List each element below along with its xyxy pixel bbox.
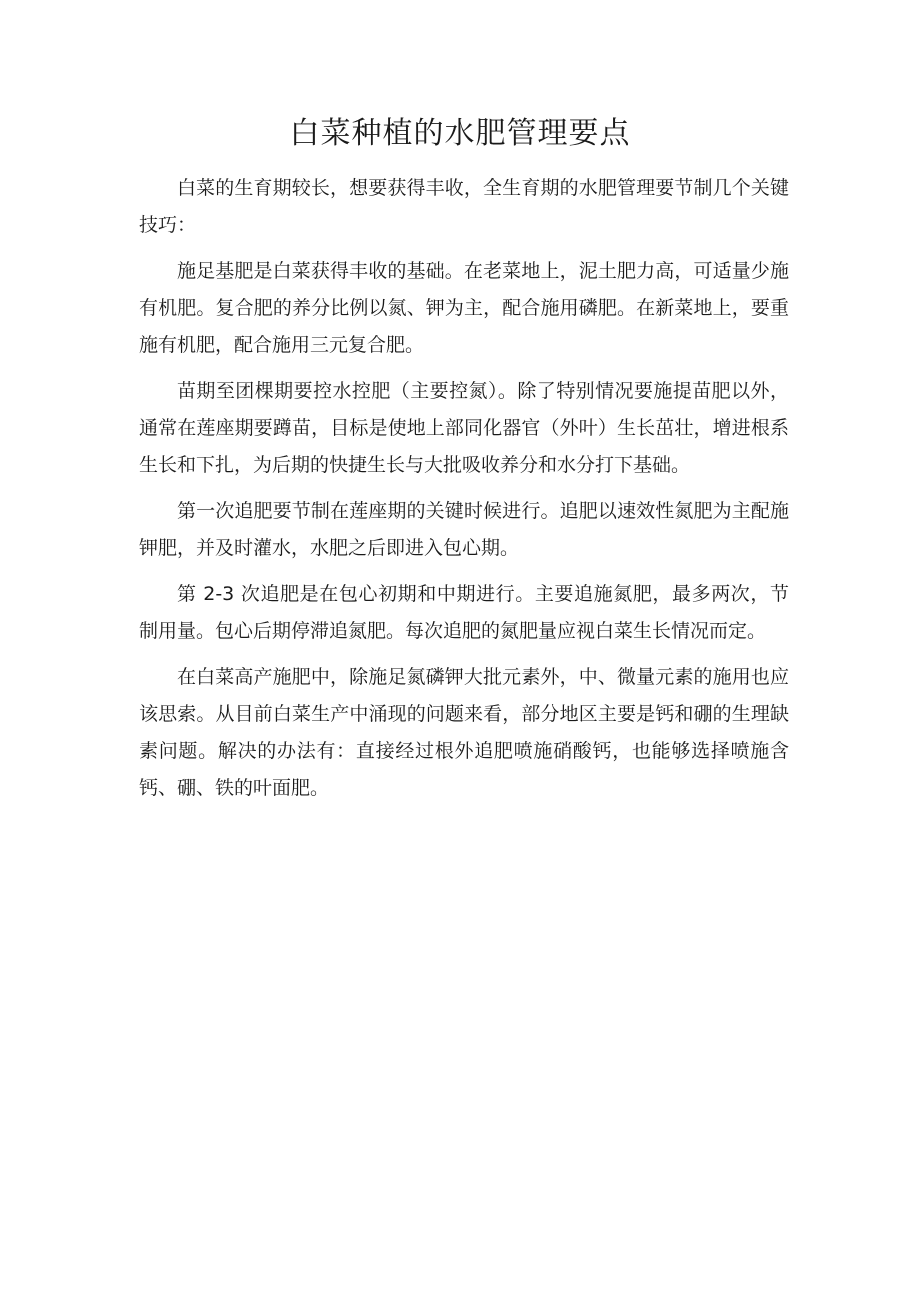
paragraph-intro: 白菜的生育期较长，想要获得丰收，全生育期的水肥管理要节制几个关键技巧： xyxy=(139,177,789,236)
paragraph-second-third-topdressing: 第 2-3 次追肥是在包心初期和中期进行。主要追施氮肥，最多两次，节制用量。包心后期停滞追氮肥。每次追肥的氮肥量应视白菜生长情况而定。 xyxy=(139,583,789,642)
document-title: 白菜种植的水肥管理要点 xyxy=(289,116,631,151)
paragraph-base-fertilizer: 施足基肥是白菜获得丰收的基础。在老菜地上，泥土肥力高，可适量少施有机肥。复合肥的养分比例以氮、钾为主，配合施用磷肥。在新菜地上，要重施有机肥，配合施用三元复合肥。 xyxy=(139,260,789,356)
paragraph-first-topdressing: 第一次追肥要节制在莲座期的关键时候进行。追肥以速效性氮肥为主配施钾肥，并及时灌水，水肥之后即进入包心期。 xyxy=(139,500,789,559)
paragraph-seedling-stage: 苗期至团棵期要控水控肥（主要控氮）。除了特别情况要施提苗肥以外，通常在莲座期要蹲苗，目标是使地上部同化器官（外叶）生长茁壮，增进根系生长和下扎，为后期的快捷生长与大批吸收养分和水分打下基础。 xyxy=(139,380,789,476)
document-body xyxy=(139,170,789,816)
paragraph-micronutrients: 在白菜高产施肥中，除施足氮磷钾大批元素外，中、微量元素的施用也应该思索。从目前白菜生产中涌现的问题来看，部分地区主要是钙和硼的生理缺素问题。解决的办法有：直接经过根外追肥喷施硝酸钙，也能够选择喷施含钙、硼、铁的叶面肥。 xyxy=(139,666,789,799)
